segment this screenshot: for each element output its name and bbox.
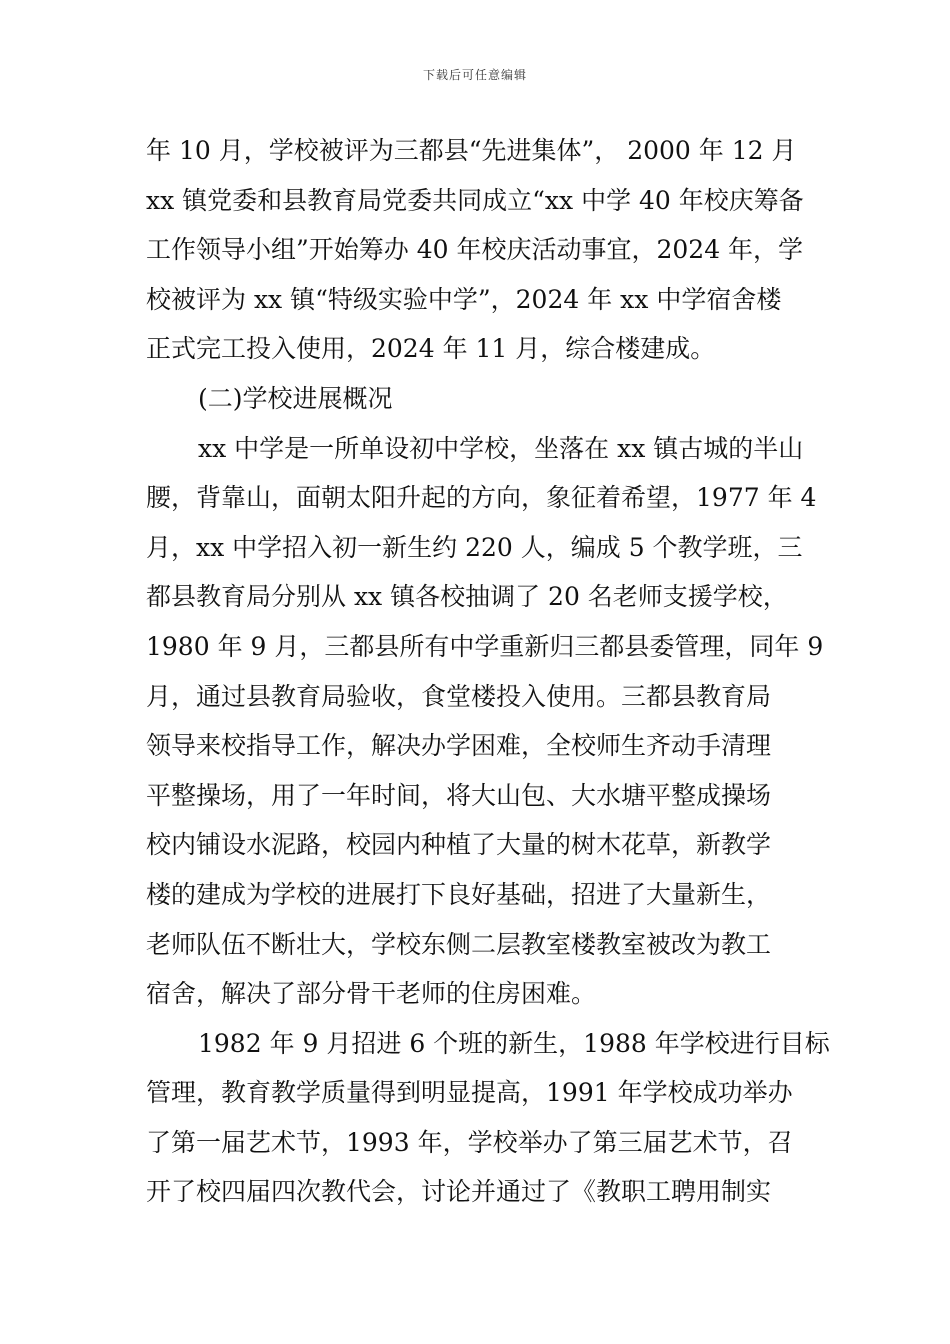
text-line: 工作领导小组”开始筹办 40 年校庆活动事宜，2024 年，学: [146, 235, 804, 265]
text-line: 正式完工投入使用，2024 年 11 月，综合楼建成。: [146, 334, 716, 364]
text-line: 管理，教育教学质量得到明显提高，1991 年学校成功举办: [146, 1078, 793, 1108]
text-line: 校内铺设水泥路，校园内种植了大量的树木花草，新教学: [146, 830, 772, 860]
text-line: 月，xx 中学招入初一新生约 220 人，编成 5 个教学班，三: [146, 532, 803, 562]
text-line: 月，通过县教育局验收，食堂楼投入使用。三都县教育局: [146, 681, 772, 711]
text-line: 楼的建成为学校的进展打下良好基础，招进了大量新生，: [146, 879, 772, 909]
text-line: 都县教育局分别从 xx 镇各校抽调了 20 名老师支援学校，: [146, 582, 788, 612]
text-line: 开了校四届四次教代会，讨论并通过了《教职工聘用制实: [146, 1177, 772, 1207]
text-line: 平整操场，用了一年时间，将大山包、大水塘平整成操场: [146, 780, 772, 810]
text-line: 老师队伍不断壮大，学校东侧二层教室楼教室被改为教工: [146, 929, 772, 959]
text-line: 1980 年 9 月，三都县所有中学重新归三都县委管理，同年 9: [146, 631, 824, 661]
text-line: 领导来校指导工作，解决办学困难，全校师生齐动手清理: [146, 731, 772, 761]
page-header: 下载后可任意编辑: [422, 68, 527, 82]
text-line: 了第一届艺术节，1993 年，学校举办了第三届艺术节，召: [146, 1127, 793, 1157]
text-line: xx 镇党委和县教育局党委共同成立“xx 中学 40 年校庆筹备: [146, 185, 804, 215]
text-line: 1982 年 9 月招进 6 个班的新生，1988 年学校进行目标: [198, 1028, 830, 1058]
text-line: 腰，背靠山，面朝太阳升起的方向，象征着希望，1977 年 4: [146, 483, 817, 513]
section-heading: (二)学校进展概况: [198, 383, 393, 413]
text-line: xx 中学是一所单设初中学校，坐落在 xx 镇古城的半山: [198, 433, 804, 463]
text-line: 年 10 月，学校被评为三都县“先进集体”， 2000 年 12 月: [146, 136, 797, 165]
text-line: 宿舍，解决了部分骨干老师的住房困难。: [146, 979, 597, 1009]
document-body: [146, 126, 830, 1217]
text-line: 校被评为 xx 镇“特级实验中学”，2024 年 xx 中学宿舍楼: [146, 284, 782, 314]
